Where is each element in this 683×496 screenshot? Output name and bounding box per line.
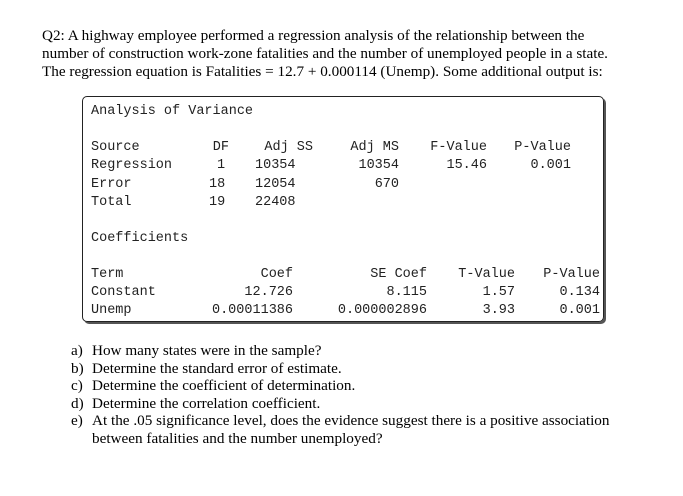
coef-row-unemp-p-value: 0.001: [559, 303, 600, 318]
anova-header-adj-ms: Adj MS: [350, 140, 399, 155]
anova-row-total-adj-ss: 22408: [255, 195, 296, 210]
anova-row-regression-df: 1: [217, 158, 226, 173]
anova-header-adj-ss: Adj SS: [264, 140, 313, 155]
anova-row-regression-adj-ss: 10354: [255, 158, 296, 173]
question-c-label: c): [71, 377, 83, 394]
anova-row-regression-f-value: 15.46: [446, 158, 487, 173]
question-a-label: a): [71, 342, 83, 359]
coef-header-term: Term: [91, 267, 124, 282]
question-c-text: Determine the coefficient of determination.: [92, 377, 356, 394]
coef-row-unemp-t-value: 3.93: [482, 303, 515, 318]
coef-row-constant-p-value: 0.134: [559, 285, 600, 300]
intro-line-3: The regression equation is Fatalities = 12.7 + 0.000114 (Unemp). Some additional output is:: [42, 63, 603, 80]
coef-header-p-value: P-Value: [543, 267, 600, 282]
coef-row-unemp-coef: 0.00011386: [211, 303, 293, 318]
coef-header-t-value: T-Value: [458, 267, 515, 282]
coef-header-coef: Coef: [260, 267, 293, 282]
question-intro: [42, 27, 654, 81]
intro-line-2: number of construction work-zone fatalities and the number of unemployed people in a state.: [42, 45, 608, 62]
question-d-text: Determine the correlation coefficient.: [92, 394, 321, 412]
anova-row-total-source: Total: [91, 195, 132, 210]
anova-row-error-adj-ms: 670: [374, 177, 399, 192]
question-d: [71, 395, 661, 413]
question-b: [71, 360, 661, 378]
anova-row-regression-p-value: 0.001: [530, 158, 571, 173]
question-e-text: At the .05 significance level, does the evidence suggest there is a positive association between fatalities and the number unemployed?: [92, 412, 610, 447]
anova-header-df: DF: [212, 140, 229, 155]
question-e: [71, 412, 661, 447]
anova-header-p-value: P-Value: [514, 140, 571, 155]
coef-row-unemp-se-coef: 0.000002896: [337, 303, 427, 318]
coef-header-se-coef: SE Coef: [370, 267, 427, 282]
question-b-label: b): [71, 359, 84, 377]
coef-row-constant-se-coef: 8.115: [386, 285, 427, 300]
coef-row-unemp-term: Unemp: [91, 303, 132, 318]
question-b-text: Determine the standard error of estimate.: [92, 359, 342, 377]
anova-row-error-df: 18: [209, 177, 226, 192]
anova-row-total-df: 19: [209, 195, 226, 210]
coef-row-constant-t-value: 1.57: [482, 285, 515, 300]
regression-output-box: [82, 96, 604, 322]
anova-row-error-adj-ss: 12054: [255, 177, 296, 192]
question-e-label: e): [71, 412, 83, 429]
question-a: [71, 342, 661, 360]
coefficients-title: Coefficients: [91, 231, 189, 246]
question-list: [71, 342, 661, 447]
anova-header-source: Source: [91, 140, 140, 155]
anova-header-f-value: F-Value: [430, 140, 487, 155]
anova-row-regression-source: Regression: [91, 158, 173, 173]
question-c: [71, 377, 661, 395]
coef-row-constant-coef: 12.726: [244, 285, 293, 300]
question-d-label: d): [71, 394, 84, 412]
anova-title: Analysis of Variance: [91, 104, 254, 119]
intro-line-1: Q2: A highway employee performed a regression analysis of the relationship between the: [42, 27, 585, 44]
anova-row-regression-adj-ms: 10354: [358, 158, 399, 173]
anova-row-error-source: Error: [91, 177, 132, 192]
coef-row-constant-term: Constant: [91, 285, 156, 300]
question-a-text: How many states were in the sample?: [92, 342, 322, 359]
